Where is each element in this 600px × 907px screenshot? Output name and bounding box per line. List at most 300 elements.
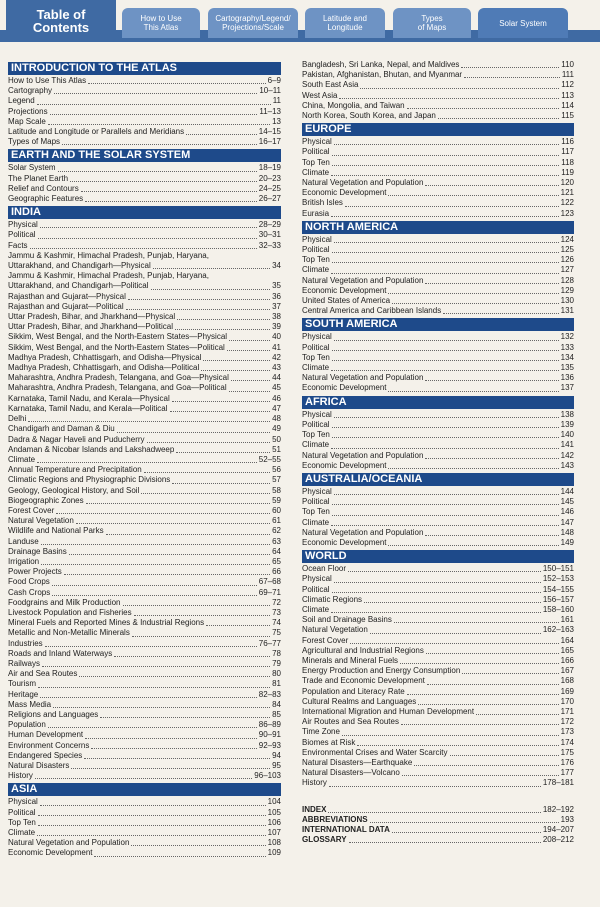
entry-page: 117 xyxy=(561,147,574,157)
entry-title: Climate xyxy=(302,517,330,527)
toc-entry[interactable] xyxy=(8,465,281,475)
toc-entry[interactable] xyxy=(8,700,281,710)
entry-title: History xyxy=(8,771,33,781)
dot-leader xyxy=(364,602,541,603)
entry-page: 169 xyxy=(560,686,574,696)
toc-entry[interactable] xyxy=(302,748,574,758)
toc-entry[interactable] xyxy=(8,332,281,342)
dot-leader xyxy=(331,525,559,526)
entry-page: 32–33 xyxy=(258,240,281,250)
entry-title-line1: Jammu & Kashmir, Himachal Pradesh, Punjab, Haryana, xyxy=(8,271,209,281)
entry-page: 162–163 xyxy=(542,625,574,635)
dot-leader xyxy=(357,745,558,746)
entry-title: Physical xyxy=(302,409,332,419)
toc-entry[interactable] xyxy=(302,420,574,430)
toc-entry[interactable] xyxy=(8,669,281,679)
title-line2: Contents xyxy=(32,20,90,35)
entry-page: 104 xyxy=(267,797,281,807)
entry-page: 143 xyxy=(560,460,574,470)
toc-entry[interactable] xyxy=(8,537,281,547)
toc-entry[interactable] xyxy=(8,394,281,404)
toc-entry[interactable] xyxy=(8,659,281,669)
toc-entry[interactable] xyxy=(8,710,281,720)
toc-entry[interactable] xyxy=(8,618,281,628)
dot-leader xyxy=(147,442,271,443)
entry-page: 20–23 xyxy=(258,173,281,183)
dot-leader xyxy=(331,612,541,613)
entry-page: 144 xyxy=(560,486,574,496)
dot-leader xyxy=(331,175,559,176)
toc-entry[interactable] xyxy=(302,451,574,461)
toc-entry[interactable] xyxy=(8,353,281,363)
toc-entry[interactable] xyxy=(302,507,574,517)
toc-entry[interactable] xyxy=(302,835,574,845)
toc-entry[interactable] xyxy=(8,373,281,383)
dot-leader xyxy=(48,124,270,125)
dot-leader xyxy=(94,856,265,857)
toc-entry[interactable] xyxy=(8,445,281,455)
toc-entry[interactable] xyxy=(8,567,281,577)
entry-title: Natural Disasters xyxy=(8,761,70,770)
entry-page: 42 xyxy=(272,352,281,362)
entry-title: Top Ten xyxy=(302,507,330,517)
dot-leader xyxy=(334,417,559,418)
toc-entry[interactable] xyxy=(8,751,281,761)
entry-title: Biomes at Risk xyxy=(302,737,356,747)
tab-cartography[interactable] xyxy=(208,8,298,38)
entry-page: 80 xyxy=(272,669,281,679)
tab-label-line1: Cartography/Legend/ xyxy=(215,14,291,23)
toc-entry[interactable] xyxy=(8,486,281,496)
toc-entry[interactable] xyxy=(302,585,574,595)
toc-entry[interactable] xyxy=(8,577,281,587)
dot-leader xyxy=(38,815,266,816)
toc-entry[interactable] xyxy=(302,373,574,383)
toc-entry[interactable] xyxy=(8,496,281,506)
entry-title: Political xyxy=(8,230,36,240)
entry-page: 84 xyxy=(272,699,281,709)
toc-entry[interactable] xyxy=(302,245,574,255)
entry-title: The Planet Earth xyxy=(8,173,69,183)
toc-entry[interactable] xyxy=(302,595,574,605)
toc-entry[interactable] xyxy=(302,383,574,393)
entry-title: Economic Development xyxy=(302,188,387,198)
dot-leader xyxy=(175,329,270,330)
toc-entry[interactable] xyxy=(302,332,574,342)
toc-entry[interactable] xyxy=(8,241,281,251)
dot-leader xyxy=(28,421,270,422)
toc-entry[interactable] xyxy=(302,91,574,101)
entry-title: Natural Disasters—Volcano xyxy=(302,768,400,778)
toc-entry[interactable] xyxy=(8,526,281,536)
toc-entry[interactable] xyxy=(302,353,574,363)
entry-title: Natural Vegetation xyxy=(8,516,74,526)
toc-entry[interactable] xyxy=(302,147,574,157)
section-north-america xyxy=(302,221,574,317)
entry-page: 182–192 xyxy=(542,804,574,814)
toc-entry[interactable] xyxy=(302,738,574,748)
entry-title: Natural Vegetation and Population xyxy=(302,527,424,537)
toc-entry[interactable] xyxy=(8,828,281,838)
toc-entry[interactable] xyxy=(302,564,574,574)
toc-entry[interactable] xyxy=(302,825,574,835)
dot-leader xyxy=(388,545,558,546)
toc-entry[interactable] xyxy=(8,547,281,557)
toc-entry[interactable] xyxy=(8,383,281,393)
dot-leader xyxy=(123,605,271,606)
entry-page: 61 xyxy=(272,516,281,526)
tab-label-line1: Solar System xyxy=(499,18,547,28)
toc-entry[interactable] xyxy=(8,292,281,302)
toc-entry[interactable] xyxy=(302,306,574,316)
toc-entry[interactable] xyxy=(8,302,281,312)
toc-entry[interactable] xyxy=(302,625,574,635)
toc-entry[interactable] xyxy=(302,707,574,717)
dot-leader xyxy=(345,206,559,207)
entry-title: Natural Vegetation and Population xyxy=(8,838,130,848)
entry-title: Maharashtra, Andhra Pradesh, Telangana, and Goa—Physical xyxy=(8,373,229,383)
entry-page: 146 xyxy=(560,507,574,517)
toc-entry[interactable] xyxy=(302,778,574,788)
toc-entry[interactable] xyxy=(302,363,574,373)
toc-entry[interactable] xyxy=(302,168,574,178)
toc-entry[interactable] xyxy=(302,497,574,507)
dot-leader xyxy=(370,822,559,823)
entry-page: 112 xyxy=(561,80,574,90)
entry-page: 113 xyxy=(561,90,574,100)
dot-leader xyxy=(388,391,558,392)
toc-entry[interactable] xyxy=(8,194,281,204)
entry-title: Map Scale xyxy=(8,116,46,126)
dot-leader xyxy=(402,775,559,776)
entry-title: Latitude and Longitude or Parallels and Meridians xyxy=(8,127,185,137)
toc-entry[interactable] xyxy=(8,174,281,184)
toc-entry[interactable] xyxy=(8,771,281,781)
entry-title: Mineral Fuels and Reported Mines & Industrial Regions xyxy=(8,618,205,628)
toc-entry[interactable] xyxy=(302,80,574,90)
toc-entry[interactable] xyxy=(8,127,281,137)
toc-entry[interactable] xyxy=(8,838,281,848)
toc-entry[interactable] xyxy=(302,687,574,697)
toc-entry[interactable] xyxy=(302,440,574,450)
toc-entry[interactable] xyxy=(8,86,281,96)
dot-leader xyxy=(332,165,559,166)
toc-entry[interactable] xyxy=(302,666,574,676)
toc-entry[interactable] xyxy=(8,848,281,858)
toc-entry[interactable] xyxy=(8,808,281,818)
entry-page: 165 xyxy=(560,645,574,655)
entry-title: Economic Development xyxy=(302,383,387,393)
toc-entry[interactable] xyxy=(8,435,281,445)
entry-list xyxy=(302,60,574,121)
entry-page: 92–93 xyxy=(258,740,281,750)
toc-entry[interactable] xyxy=(302,697,574,707)
toc-entry[interactable] xyxy=(302,60,574,70)
toc-entry[interactable] xyxy=(302,111,574,121)
entry-list xyxy=(302,235,574,317)
entry-page: 122 xyxy=(560,198,574,208)
dot-leader xyxy=(443,313,558,314)
tab-bar xyxy=(0,0,600,42)
section-heading: SOUTH AMERICA xyxy=(302,318,574,331)
entry-title: Foodgrains and Milk Production xyxy=(8,597,121,607)
toc-entry[interactable] xyxy=(302,296,574,306)
tab-label-line2: Projections/Scale xyxy=(222,23,284,32)
toc-entry[interactable] xyxy=(8,322,281,332)
tab-how-to-use[interactable] xyxy=(122,8,200,38)
entry-page: 67–68 xyxy=(258,577,281,587)
dot-leader xyxy=(64,574,270,575)
toc-entry[interactable] xyxy=(8,184,281,194)
dot-leader xyxy=(332,262,559,263)
dot-leader xyxy=(37,104,271,105)
entry-page: 125 xyxy=(560,245,574,255)
entry-page: 130 xyxy=(560,296,574,306)
entry-page: 142 xyxy=(560,450,574,460)
toc-entry[interactable] xyxy=(302,676,574,686)
toc-entry[interactable] xyxy=(8,639,281,649)
entry-title: Annual Temperature and Precipitation xyxy=(8,465,142,475)
dot-leader xyxy=(38,238,257,239)
entry-title: Sikkim, West Bengal, and the North-Eastern States—Political xyxy=(8,342,225,352)
dot-leader xyxy=(144,472,270,473)
toc-entry[interactable] xyxy=(8,506,281,516)
entry-title-line2: Uttarakhand, and Chandigarh—Physical xyxy=(8,261,151,271)
toc-entry[interactable] xyxy=(302,615,574,625)
toc-entry[interactable] xyxy=(302,198,574,208)
entry-title: Economic Development xyxy=(302,285,387,295)
back-matter xyxy=(302,805,574,846)
toc-entry[interactable] xyxy=(8,363,281,373)
entry-page: 57 xyxy=(272,475,281,485)
dot-leader xyxy=(328,812,540,813)
entry-list xyxy=(302,410,574,471)
toc-entry[interactable] xyxy=(302,727,574,737)
entry-title: Types of Maps xyxy=(8,137,61,147)
entry-page: 156–157 xyxy=(542,594,574,604)
dot-leader xyxy=(203,360,270,361)
toc-entry[interactable] xyxy=(302,717,574,727)
dot-leader xyxy=(151,289,271,290)
toc-entry[interactable] xyxy=(302,276,574,286)
toc-entry[interactable] xyxy=(8,107,281,117)
entry-title: Maharashtra, Andhra Pradesh, Telangana, and Goa—Political xyxy=(8,383,227,393)
entry-page: 43 xyxy=(272,363,281,373)
toc-entry[interactable] xyxy=(302,574,574,584)
entry-page: 37 xyxy=(272,301,281,311)
entry-page: 62 xyxy=(272,526,281,536)
entry-page: 40 xyxy=(272,332,281,342)
toc-entry[interactable] xyxy=(8,455,281,465)
entry-title: Air Routes and Sea Routes xyxy=(302,717,399,727)
entry-list xyxy=(302,564,574,788)
dot-leader xyxy=(70,181,257,182)
dot-leader xyxy=(334,494,559,495)
toc-entry[interactable] xyxy=(8,404,281,414)
toc-entry[interactable] xyxy=(8,117,281,127)
entry-page: 106 xyxy=(267,817,281,827)
dot-leader xyxy=(132,636,270,637)
entry-page: 45 xyxy=(272,383,281,393)
toc-entry[interactable] xyxy=(302,286,574,296)
toc-entry[interactable] xyxy=(302,805,574,815)
entry-title: Climatic Regions and Physiographic Divisions xyxy=(8,475,171,485)
toc-entry[interactable] xyxy=(302,265,574,275)
entry-page: 154–155 xyxy=(542,584,574,594)
toc-entry[interactable] xyxy=(8,557,281,567)
toc-entry[interactable] xyxy=(8,797,281,807)
toc-entry[interactable] xyxy=(302,758,574,768)
entry-page: 13 xyxy=(272,116,281,126)
toc-entry[interactable] xyxy=(8,220,281,230)
tab-latitude[interactable] xyxy=(305,8,385,38)
dot-leader xyxy=(394,622,559,623)
toc-entry[interactable] xyxy=(8,649,281,659)
entry-page: 85 xyxy=(272,709,281,719)
toc-entry[interactable] xyxy=(8,741,281,751)
toc-entry[interactable] xyxy=(302,137,574,147)
toc-entry[interactable] xyxy=(302,158,574,168)
toc-entry[interactable] xyxy=(302,410,574,420)
toc-entry[interactable] xyxy=(302,656,574,666)
dot-leader xyxy=(38,825,266,826)
entry-page: 120 xyxy=(560,178,574,188)
toc-entry[interactable] xyxy=(302,487,574,497)
dot-leader xyxy=(153,268,270,269)
toc-entry[interactable] xyxy=(8,608,281,618)
entry-page: 107 xyxy=(267,828,281,838)
entry-page: 50 xyxy=(272,434,281,444)
dot-leader xyxy=(332,350,559,351)
entry-page: 127 xyxy=(560,265,574,275)
entry-page: 131 xyxy=(560,306,574,316)
toc-entry[interactable] xyxy=(302,178,574,188)
tab-label-line1: How to Use xyxy=(140,14,182,23)
toc-entry[interactable] xyxy=(8,730,281,740)
toc-entry[interactable] xyxy=(8,424,281,434)
toc-entry[interactable] xyxy=(8,312,281,322)
toc-entry[interactable] xyxy=(302,255,574,265)
entry-title: Forest Cover xyxy=(8,505,55,515)
toc-entry[interactable] xyxy=(8,96,281,106)
dot-leader xyxy=(331,448,559,449)
toc-entry[interactable] xyxy=(8,137,281,147)
dot-leader xyxy=(52,585,257,586)
entry-title: Political xyxy=(302,147,330,157)
entry-title: Heritage xyxy=(8,689,39,699)
tab-solar-system[interactable] xyxy=(478,8,568,38)
entry-title: West Asia xyxy=(302,90,338,100)
toc-entry[interactable] xyxy=(302,461,574,471)
entry-title: Physical xyxy=(302,332,332,342)
entry-page: 164 xyxy=(560,635,574,645)
entry-list xyxy=(8,163,281,204)
dot-leader xyxy=(407,694,559,695)
toc-entry[interactable] xyxy=(8,598,281,608)
dot-leader xyxy=(91,748,256,749)
entry-title: South East Asia xyxy=(302,80,359,90)
dot-leader xyxy=(186,134,257,135)
entry-page: 136 xyxy=(560,373,574,383)
dot-leader xyxy=(349,842,541,843)
dot-leader xyxy=(76,523,270,524)
toc-entry[interactable] xyxy=(8,761,281,771)
entry-title: Eurasia xyxy=(302,208,330,218)
toc-entry[interactable] xyxy=(302,343,574,353)
entry-title: Wildlife and National Parks xyxy=(8,526,104,536)
section-heading: INTRODUCTION TO THE ATLAS xyxy=(8,62,281,75)
entry-title: INTERNATIONAL DATA xyxy=(302,825,390,834)
tab-types-of-maps[interactable] xyxy=(393,8,471,38)
entry-list xyxy=(302,805,574,846)
toc-entry[interactable] xyxy=(8,414,281,424)
toc-entry[interactable] xyxy=(302,815,574,825)
toc-entry[interactable] xyxy=(302,518,574,528)
toc-entry[interactable] xyxy=(8,163,281,173)
entry-page: 175 xyxy=(560,747,574,757)
entry-title: Projections xyxy=(8,106,48,116)
toc-entry[interactable] xyxy=(8,251,281,271)
dot-leader xyxy=(450,755,559,756)
dot-leader xyxy=(425,458,558,459)
toc-entry[interactable] xyxy=(302,636,574,646)
toc-entry[interactable] xyxy=(8,516,281,526)
toc-entry[interactable] xyxy=(302,70,574,80)
toc-entry[interactable] xyxy=(8,690,281,700)
toc-entry[interactable] xyxy=(302,235,574,245)
tab-label-line1: Latitude and xyxy=(322,14,368,23)
toc-entry[interactable] xyxy=(302,768,574,778)
toc-entry[interactable] xyxy=(8,720,281,730)
toc-entry[interactable] xyxy=(8,230,281,240)
entry-title: Rajasthan and Gujarat—Physical xyxy=(8,291,126,301)
entry-title: Cartography xyxy=(8,86,53,96)
entry-title: GLOSSARY xyxy=(302,835,347,845)
entry-page: 24–25 xyxy=(258,183,281,193)
toc-entry[interactable] xyxy=(8,343,281,353)
toc-entry[interactable] xyxy=(8,76,281,86)
entry-title: Climate xyxy=(302,265,330,275)
toc-entry[interactable] xyxy=(302,430,574,440)
entry-page: 129 xyxy=(560,285,574,295)
toc-entry[interactable] xyxy=(8,818,281,828)
dot-leader xyxy=(407,108,560,109)
entry-page: 148 xyxy=(560,527,574,537)
dot-leader xyxy=(131,845,265,846)
toc-entry[interactable] xyxy=(302,188,574,198)
toc-entry[interactable] xyxy=(302,538,574,548)
toc-entry[interactable] xyxy=(8,475,281,485)
toc-entry[interactable] xyxy=(8,679,281,689)
toc-entry[interactable] xyxy=(302,528,574,538)
toc-entry[interactable] xyxy=(302,646,574,656)
entry-page: 174 xyxy=(560,737,574,747)
entry-title: Chandigarh and Daman & Diu xyxy=(8,424,115,434)
entry-page: 194–207 xyxy=(542,825,574,834)
toc-entry[interactable] xyxy=(302,101,574,111)
entry-page: 108 xyxy=(267,838,281,848)
entry-page: 76–77 xyxy=(258,638,281,648)
toc-entry[interactable] xyxy=(302,605,574,615)
entry-page: 47 xyxy=(272,403,281,413)
dot-leader xyxy=(177,319,270,320)
toc-entry[interactable] xyxy=(8,271,281,291)
toc-entry[interactable] xyxy=(8,588,281,598)
toc-entry[interactable] xyxy=(302,209,574,219)
tab-label-line2: Longitude xyxy=(327,23,363,32)
toc-entry[interactable] xyxy=(8,628,281,638)
entry-page: 173 xyxy=(560,727,574,737)
